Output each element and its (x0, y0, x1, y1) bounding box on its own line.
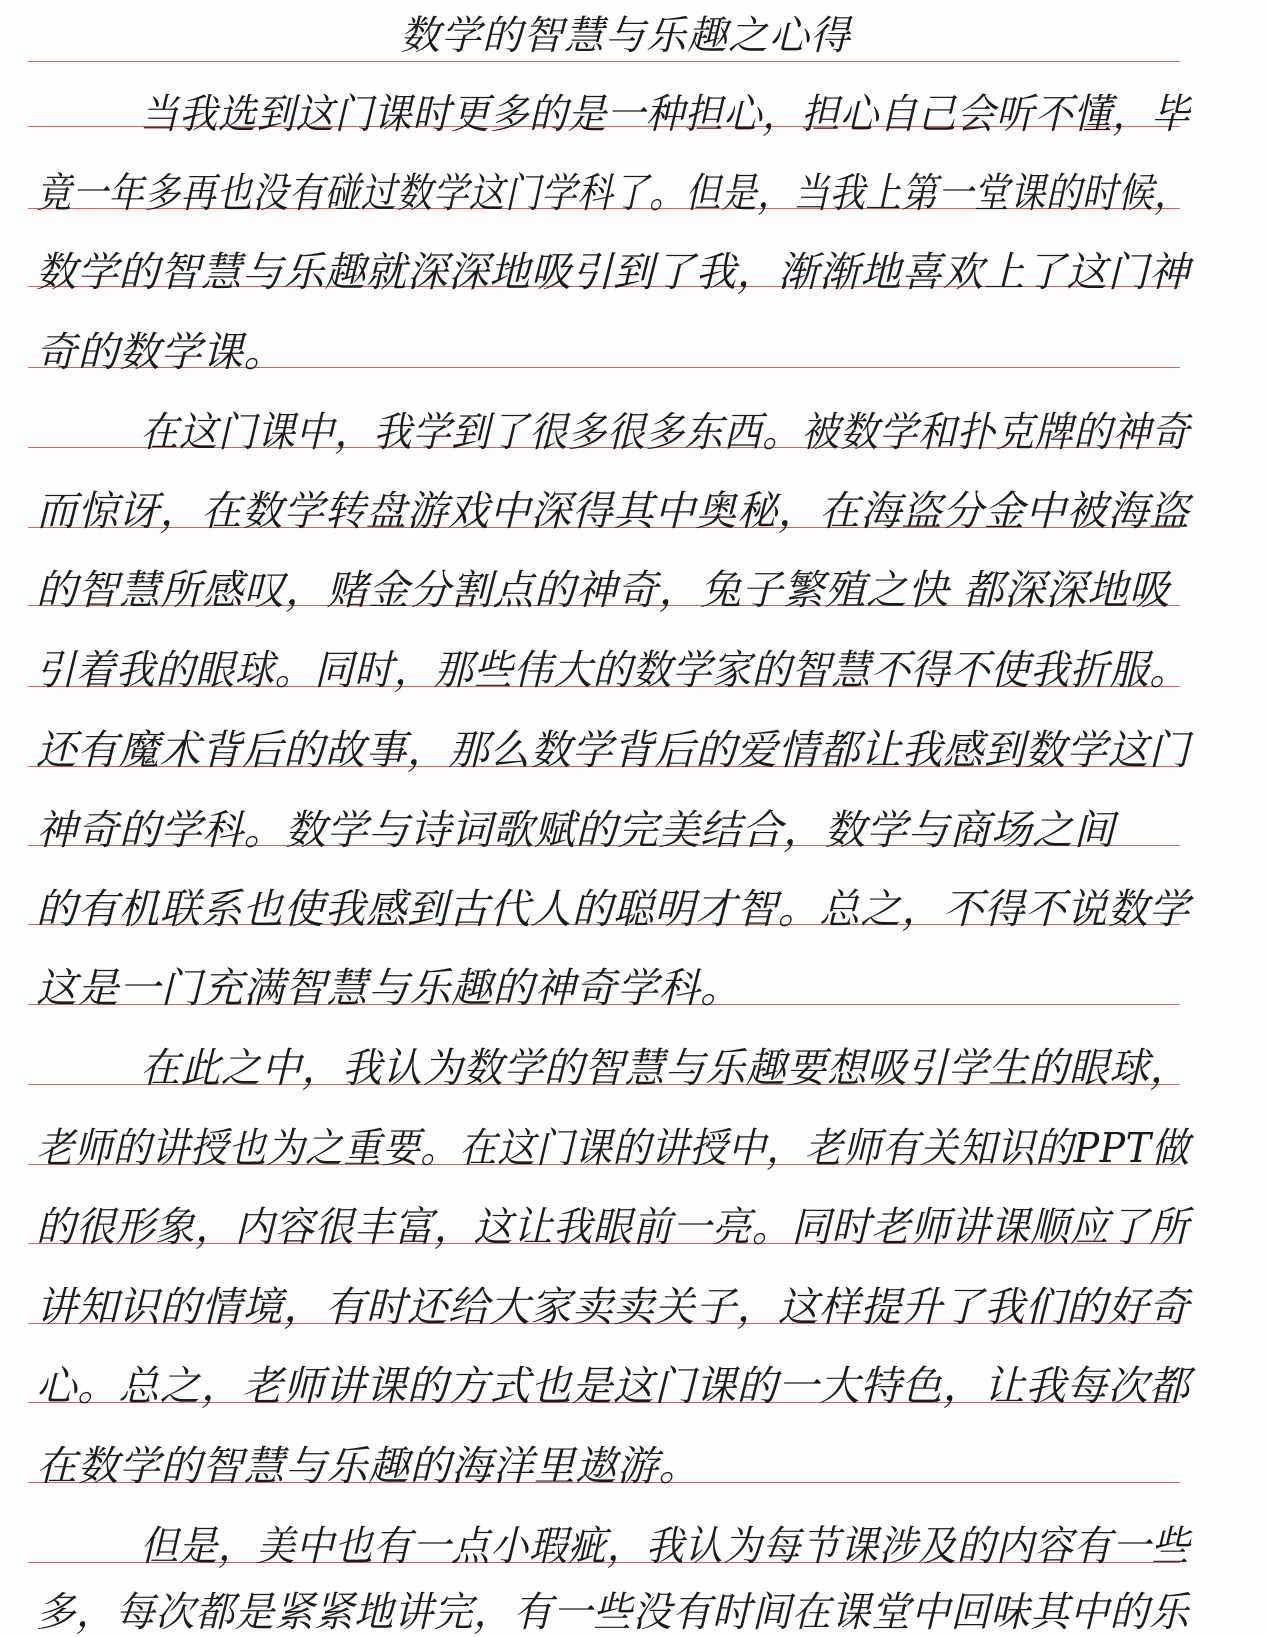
text-line: 在这门课中，我学到了很多很多东西。被数学和扑克牌的神奇 (140, 408, 1190, 456)
text-line: 竟一年多再也没有碰过数学这门学科了。但是，当我上第一堂课的时候， (36, 169, 1191, 217)
text-line: 讲知识的情境，有时还给大家卖卖关子，这样提升了我们的好奇 (36, 1283, 1190, 1331)
text-line: 在数学的智慧与乐趣的海洋里遨游。 (36, 1442, 700, 1490)
text-line: 的很形象，内容很丰富，这让我眼前一亮。同时老师讲课顺应了所 (36, 1203, 1189, 1251)
text-line: 在此之中，我认为数学的智慧与乐趣要想吸引学生的眼球， (140, 1044, 1190, 1092)
ruled-line (28, 61, 1180, 62)
text-line: 的有机联系也使我感到古代人的聪明才智。总之，不得不说数学 (36, 885, 1190, 933)
text-line: 引着我的眼球。同时，那些伟大的数学家的智慧不得不使我折服。 (36, 646, 1189, 694)
text-line: 但是，美中也有一点小瑕疵，我认为每节课涉及的内容有一些 (140, 1522, 1190, 1570)
text-line: 多，每次都是紧紧地讲完，有一些没有时间在课堂中回味其中的乐 (36, 1588, 1189, 1636)
text-line: 的智慧所感叹，赌金分割点的神奇，兔子繁殖之快 都深深地吸 (36, 566, 1171, 614)
text-line: 数学的智慧与乐趣就深深地吸引到了我，渐渐地喜欢上了这门神 (36, 248, 1190, 296)
text-line: 而惊讶，在数学转盘游戏中深得其中奥秘，在海盗分金中被海盗 (36, 487, 1190, 535)
text-line: 老师的讲授也为之重要。在这门课的讲授中，老师有关知识的PPT做 (36, 1124, 1190, 1172)
text-line: 当我选到这门课时更多的是一种担心，担心自己会听不懂，毕 (140, 90, 1190, 138)
text-line: 还有魔术背后的故事，那么数学背后的爱情都让我感到数学这门 (36, 726, 1190, 774)
text-line: 奇的数学课。 (36, 328, 285, 376)
text-line: 心。总之，老师讲课的方式也是这门课的一大特色，让我每次都 (36, 1362, 1190, 1410)
text-line: 这是一门充满智慧与乐趣的神奇学科。 (36, 964, 742, 1012)
essay-title: 数学的智慧与乐趣之心得 (400, 13, 851, 59)
text-line: 神奇的学科。数学与诗词歌赋的完美结合，数学与商场之间 (36, 806, 1115, 854)
